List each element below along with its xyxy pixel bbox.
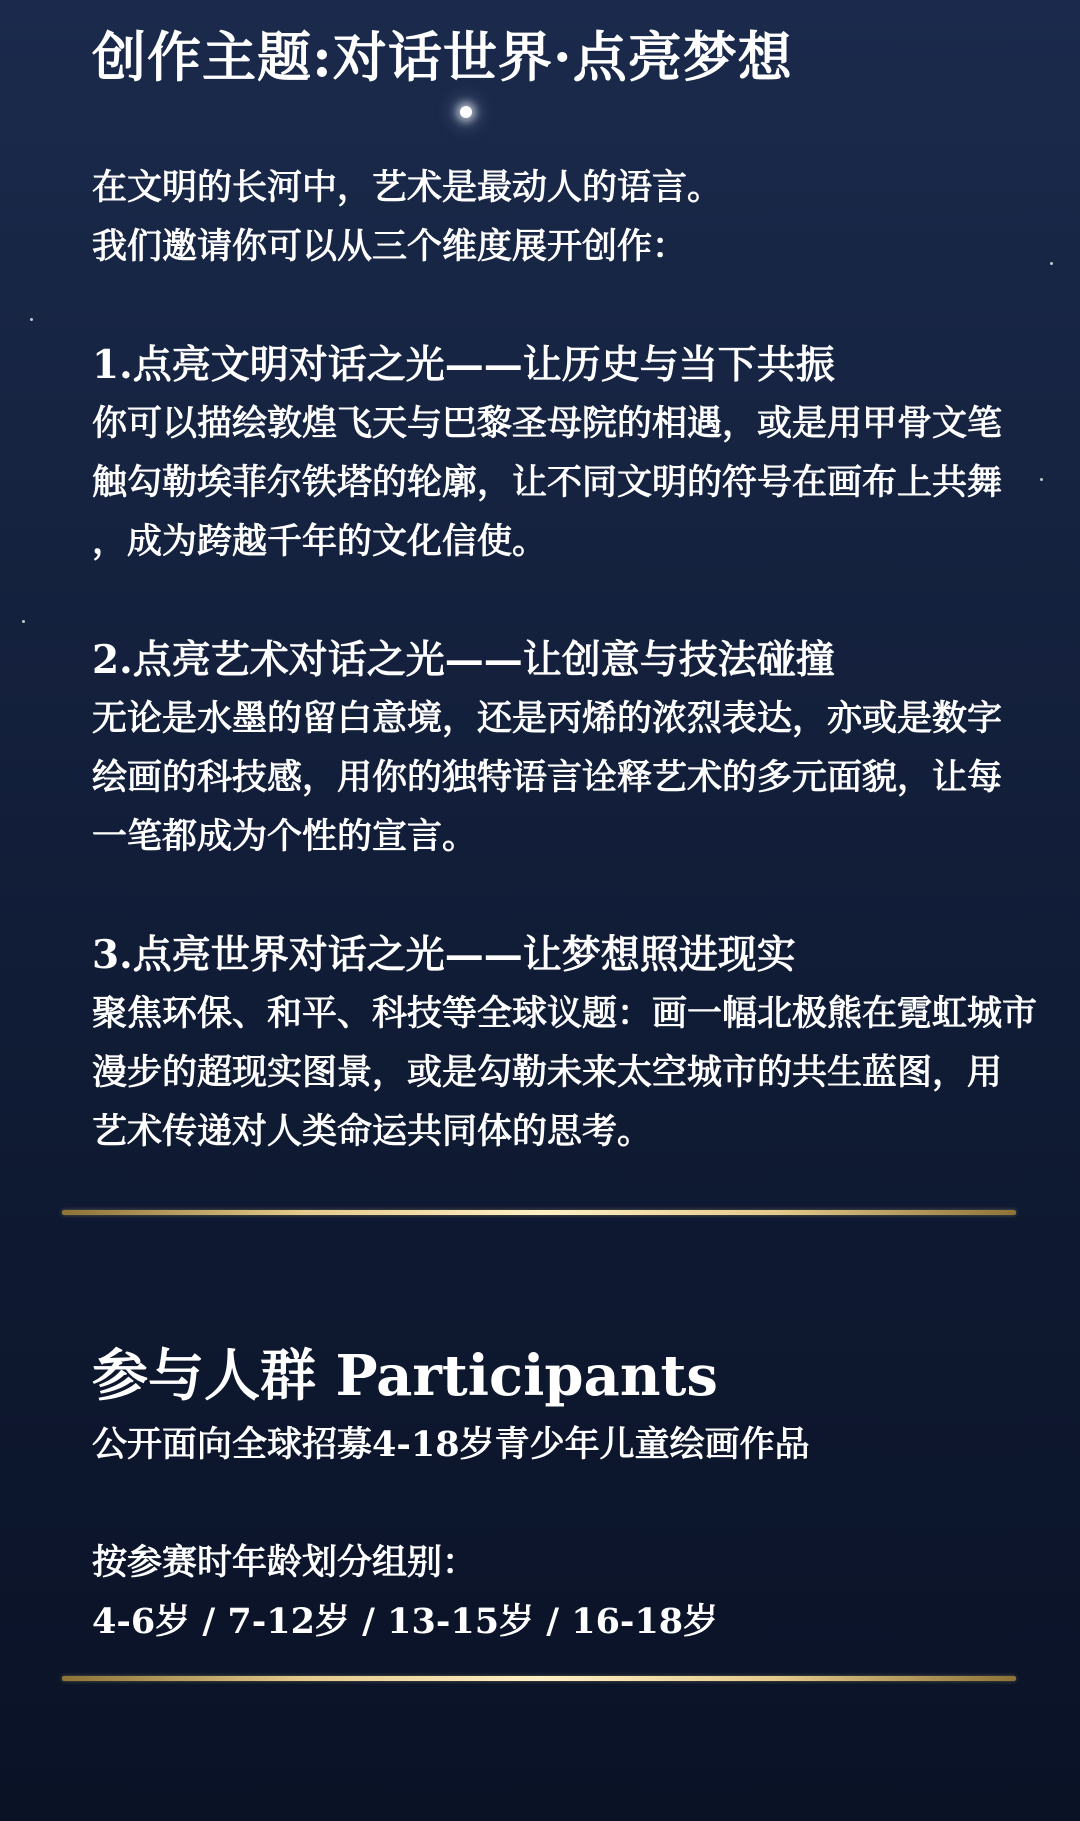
age-groups-label: 按参赛时年龄划分组别： <box>92 1542 478 1583</box>
gold-divider <box>62 1210 1016 1215</box>
participants-description: 公开面向全球招募4-18岁青少年儿童绘画作品 <box>92 1424 810 1465</box>
theme-item-line: ，成为跨越千年的文化信使。 <box>92 521 548 562</box>
star <box>1040 478 1043 481</box>
theme-item-title: 2.点亮艺术对话之光——让创意与技法碰撞 <box>92 637 835 683</box>
theme-item-line: 漫步的超现实图景，或是勾勒未来太空城市的共生蓝图，用 <box>92 1052 1003 1093</box>
gold-divider <box>62 1676 1016 1681</box>
participants-title: 参与人群 Participants <box>92 1343 718 1409</box>
star <box>1050 262 1053 265</box>
theme-item-line: 艺术传递对人类命运共同体的思考。 <box>92 1111 653 1152</box>
age-groups: 4-6岁 / 7-12岁 / 13-15岁 / 16-18岁 <box>92 1601 719 1642</box>
theme-item-line: 绘画的科技感，用你的独特语言诠释艺术的多元面貌，让每 <box>92 757 1003 798</box>
theme-item-line: 聚焦环保、和平、科技等全球议题：画一幅北极熊在霓虹城市 <box>92 993 1038 1034</box>
theme-intro-line: 在文明的长河中，艺术是最动人的语言。 <box>92 167 723 208</box>
bright-star <box>460 106 472 118</box>
theme-item-title: 3.点亮世界对话之光——让梦想照进现实 <box>92 932 796 978</box>
theme-item-line: 一笔都成为个性的宣言。 <box>92 816 478 857</box>
theme-item-line: 无论是水墨的留白意境，还是丙烯的浓烈表达，亦或是数字 <box>92 698 1003 739</box>
star <box>30 318 33 321</box>
theme-intro-line: 我们邀请你可以从三个维度展开创作： <box>92 226 688 267</box>
theme-title: 创作主题:对话世界·点亮梦想 <box>92 25 793 89</box>
theme-item-line: 你可以描绘敦煌飞天与巴黎圣母院的相遇，或是用甲骨文笔 <box>92 403 1003 444</box>
star <box>22 620 25 623</box>
theme-item-title: 1.点亮文明对话之光——让历史与当下共振 <box>92 342 835 388</box>
theme-item-line: 触勾勒埃菲尔铁塔的轮廓，让不同文明的符号在画布上共舞 <box>92 462 1003 503</box>
